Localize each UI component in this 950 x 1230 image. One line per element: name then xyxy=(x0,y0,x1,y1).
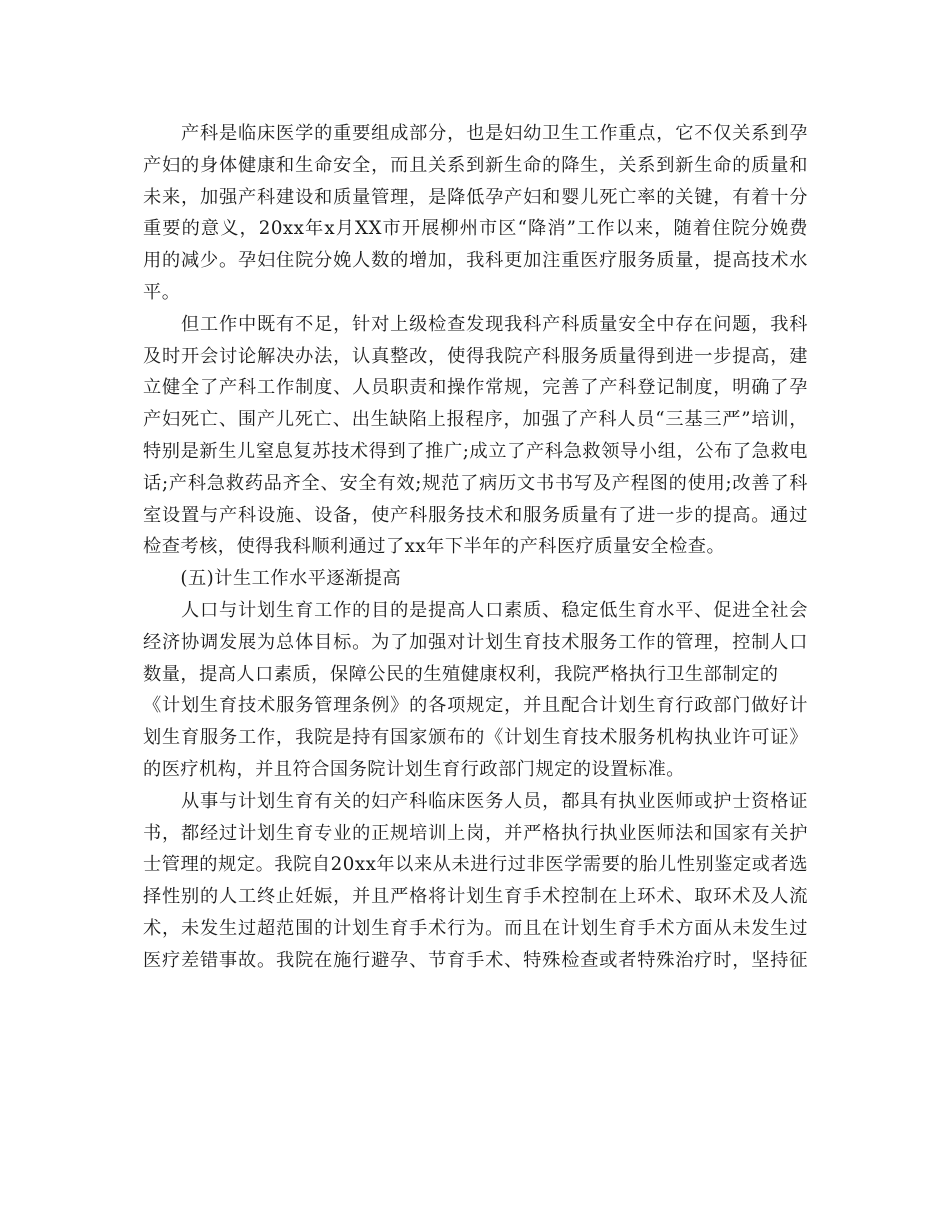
text-line: 人口与计划生育工作的目的是提高人口素质、稳定低生育水平、促进全社会 xyxy=(143,599,808,621)
text-line: 术，未发生过超范围的计划生育手术行为。而且在计划生育手术方面从未发生过 xyxy=(143,917,808,939)
text-line: 产妇的身体健康和生命安全，而且关系到新生命的降生，关系到新生命的质量和 xyxy=(143,154,808,176)
text-line: 的医疗机构，并且符合国务院计划生育行政部门规定的设置标准。 xyxy=(143,758,685,780)
text-line: 但工作中既有不足，针对上级检查发现我科产科质量安全中存在问题，我科 xyxy=(143,313,808,335)
text-line: 《计划生育技术服务管理条例》的各项规定，并且配合计划生育行政部门做好计 xyxy=(143,695,808,717)
text-line: 产妇死亡、围产儿死亡、出生缺陷上报程序，加强了产科人员“三基三严”培训， xyxy=(143,409,808,431)
text-line: 立健全了产科工作制度、人员职责和操作常规，完善了产科登记制度，明确了孕 xyxy=(143,377,808,399)
text-line: 室设置与产科设施、设备，使产科服务技术和服务质量有了进一步的提高。通过 xyxy=(143,504,808,526)
text-line: 检查考核，使得我科顺利通过了xx年下半年的产科医疗质量安全检查。 xyxy=(143,536,726,558)
text-line: 划生育服务工作，我院是持有国家颁布的《计划生育技术服务机构执业许可证》 xyxy=(143,727,808,749)
text-line: 产科是临床医学的重要组成部分，也是妇幼卫生工作重点，它不仅关系到孕 xyxy=(143,123,808,144)
text-line: 择性别的人工终止妊娠，并且严格将计划生育手术控制在上环术、取环术及人流 xyxy=(143,886,808,908)
text-line: 医疗差错事故。我院在施行避孕、节育手术、特殊检查或者特殊治疗时，坚持征 xyxy=(143,949,808,971)
text-line: 平。 xyxy=(143,281,181,303)
section-heading: (五)计生工作水平逐渐提高 xyxy=(143,568,402,590)
text-line: 数量，提高人口素质，保障公民的生殖健康权利，我院严格执行卫生部制定的 xyxy=(143,663,779,685)
text-line: 书，都经过计划生育专业的正规培训上岗，并严格执行执业医师法和国家有关护 xyxy=(143,822,808,844)
text-line: 士管理的规定。我院自20xx年以来从未进行过非医学需要的胎儿性别鉴定或者选 xyxy=(143,854,808,876)
text-line: 经济协调发展为总体目标。为了加强对计划生育技术服务工作的管理，控制人口 xyxy=(143,631,808,653)
text-line: 未来，加强产科建设和质量管理，是降低孕产妇和婴儿死亡率的关键，有着十分 xyxy=(143,186,808,208)
text-line: 用的减少。孕妇住院分娩人数的增加，我科更加注重医疗服务质量，提高技术水 xyxy=(143,250,808,272)
text-line: 从事与计划生育有关的妇产科临床医务人员，都具有执业医师或护士资格证 xyxy=(143,790,808,812)
text-line: 话;产科急救药品齐全、安全有效;规范了病历文书书写及产程图的使用;改善了科 xyxy=(143,472,808,494)
text-line: 重要的意义，20xx年x月XX市开展柳州市区“降消”工作以来，随着住院分娩费 xyxy=(143,218,808,240)
text-line: 特别是新生儿窒息复苏技术得到了推广;成立了产科急救领导小组，公布了急救电 xyxy=(143,440,808,462)
document-body xyxy=(143,118,808,977)
text-line: 及时开会讨论解决办法，认真整改，使得我院产科服务质量得到进一步提高，建 xyxy=(143,345,808,367)
